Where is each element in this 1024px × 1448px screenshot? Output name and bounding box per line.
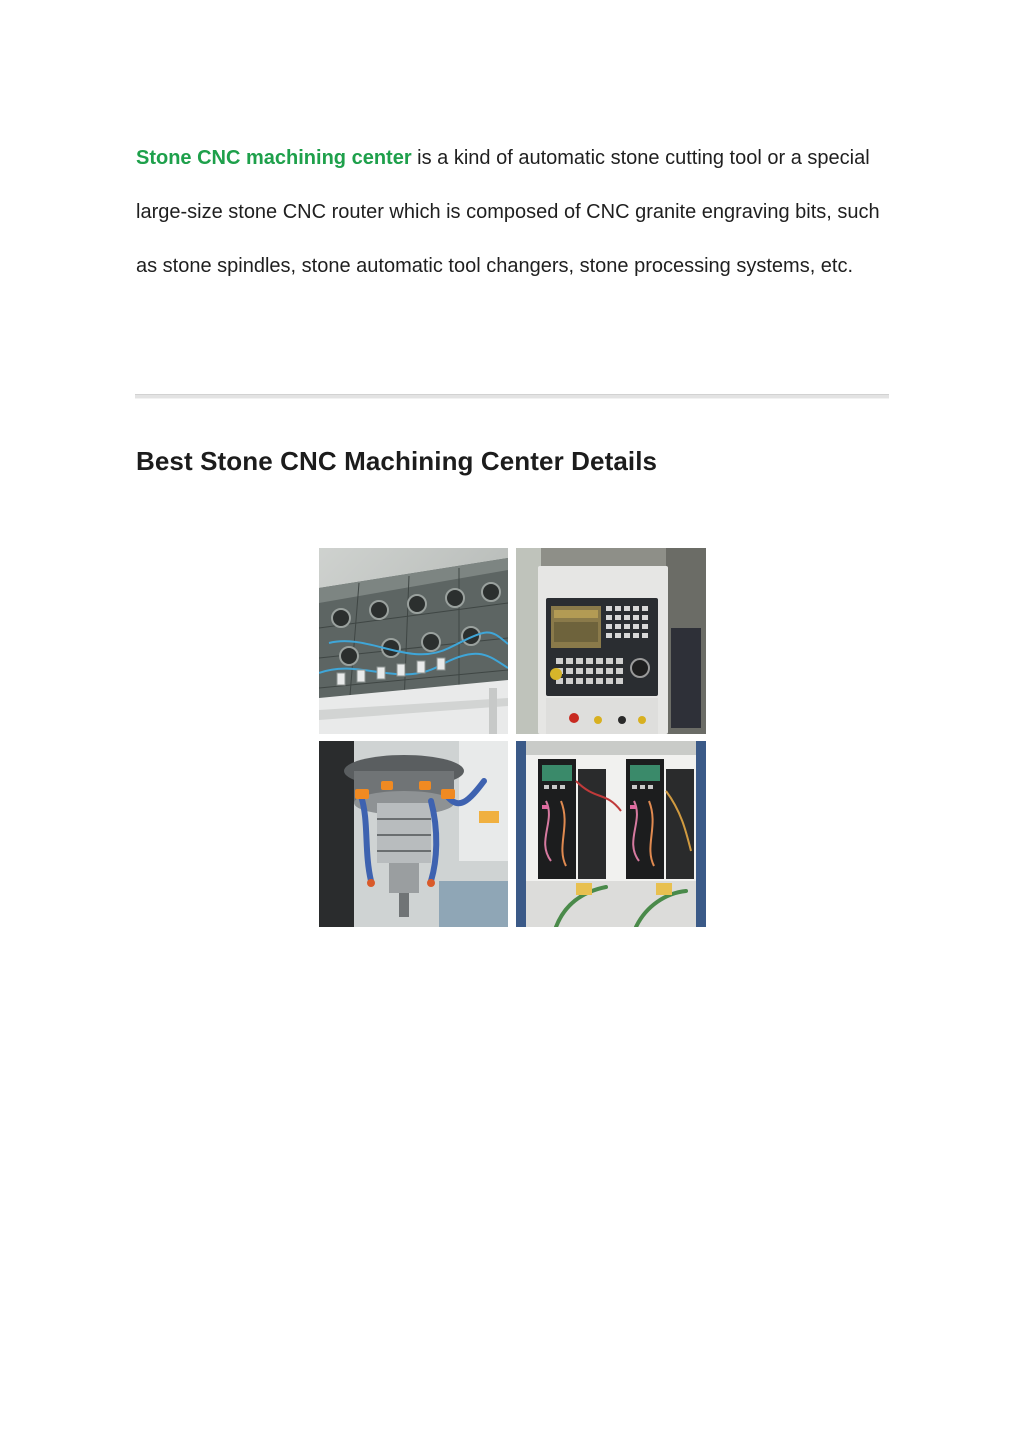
product-photo-grid <box>319 548 706 927</box>
vacuum-table-photo <box>319 548 508 734</box>
spindle-tool-photo <box>319 741 508 927</box>
section-heading: Best Stone CNC Machining Center Details <box>136 446 658 476</box>
control-panel-photo <box>516 548 706 734</box>
electrical-cabinet-photo <box>516 741 706 927</box>
section-divider <box>135 394 889 399</box>
intro-body-text: is a kind of automatic stone cutting tool or a special large-size stone CNC router which is composed of CNC granite engraving bits, such as stone spindles, stone automatic tool changers, stone processing systems, etc. <box>136 147 880 277</box>
intro-paragraph <box>136 131 888 293</box>
stone-cnc-machining-center-link[interactable]: Stone CNC machining center <box>136 147 412 169</box>
